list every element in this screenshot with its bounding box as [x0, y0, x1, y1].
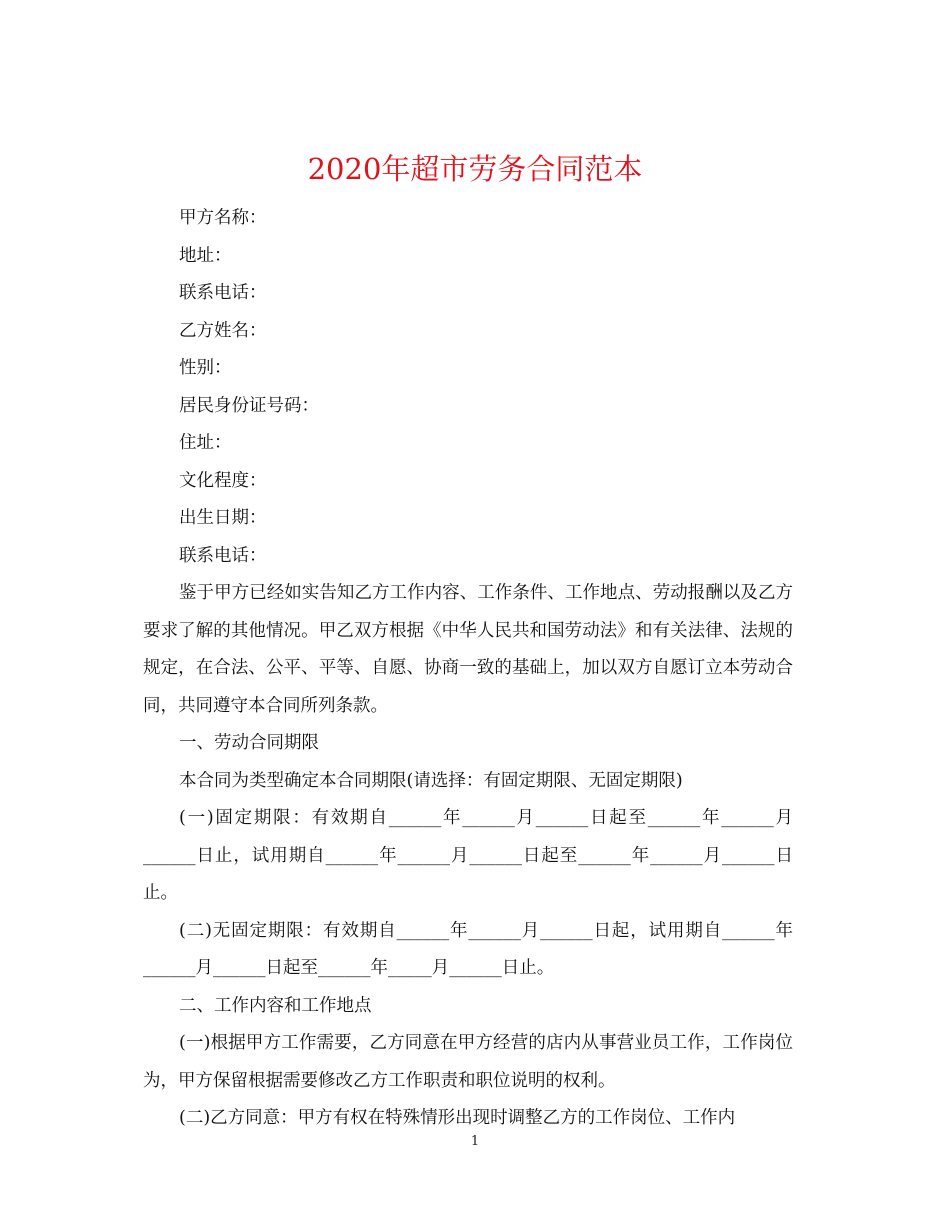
- field-phone-b: 联系电话：: [179, 545, 267, 566]
- field-address: 地址：: [179, 245, 232, 266]
- section-term-fixed: (一)固定期限：有效期自______年______月______日起至______年______月______日止，试用期自______年______月______日起至______年______月______日止。: [143, 808, 793, 903]
- field-birth-date: 出生日期：: [179, 508, 267, 528]
- field-phone-a: 联系电话：: [179, 283, 267, 303]
- section-heading-term: 一、劳动合同期限: [179, 733, 319, 753]
- section-term-unfixed: (二)无固定期限：有效期自______年______月______日起，试用期自______年______月______日起至______年_____月______日止。: [143, 920, 793, 978]
- document-body: [143, 200, 793, 1138]
- section-work-item-2: (二)乙方同意：甲方有权在特殊情形出现时调整乙方的工作岗位、工作内: [179, 1108, 736, 1128]
- preamble-paragraph: 鉴于甲方已经如实告知乙方工作内容、工作条件、工作地点、劳动报酬以及乙方要求了解的其他情况。甲乙双方根据《中华人民共和国劳动法》和有关法律、法规的规定，在合法、公平、平等、自愿、协商一致的基础上，加以双方自愿订立本劳动合同，共同遵守本合同所列条款。: [143, 583, 793, 716]
- field-party-b-name: 乙方姓名：: [179, 320, 267, 341]
- field-residence: 住址：: [179, 433, 232, 453]
- section-term-intro: 本合同为类型确定本合同期限(请选择：有固定期限、无固定期限): [179, 770, 683, 791]
- document-title: 2020年超市劳务合同范本: [307, 152, 643, 187]
- field-education: 文化程度：: [179, 470, 267, 491]
- field-party-a-name: 甲方名称：: [179, 208, 267, 228]
- section-work-item-1: (一)根据甲方工作需要，乙方同意在甲方经营的店内从事营业员工作，工作岗位为，甲方保留根据需要修改乙方工作职责和职位说明的权利。: [143, 1033, 793, 1091]
- section-heading-work: 二、工作内容和工作地点: [179, 995, 372, 1016]
- field-gender: 性别：: [179, 358, 232, 378]
- field-id-number: 居民身份证号码：: [179, 395, 319, 416]
- page-number: 1: [470, 1134, 480, 1149]
